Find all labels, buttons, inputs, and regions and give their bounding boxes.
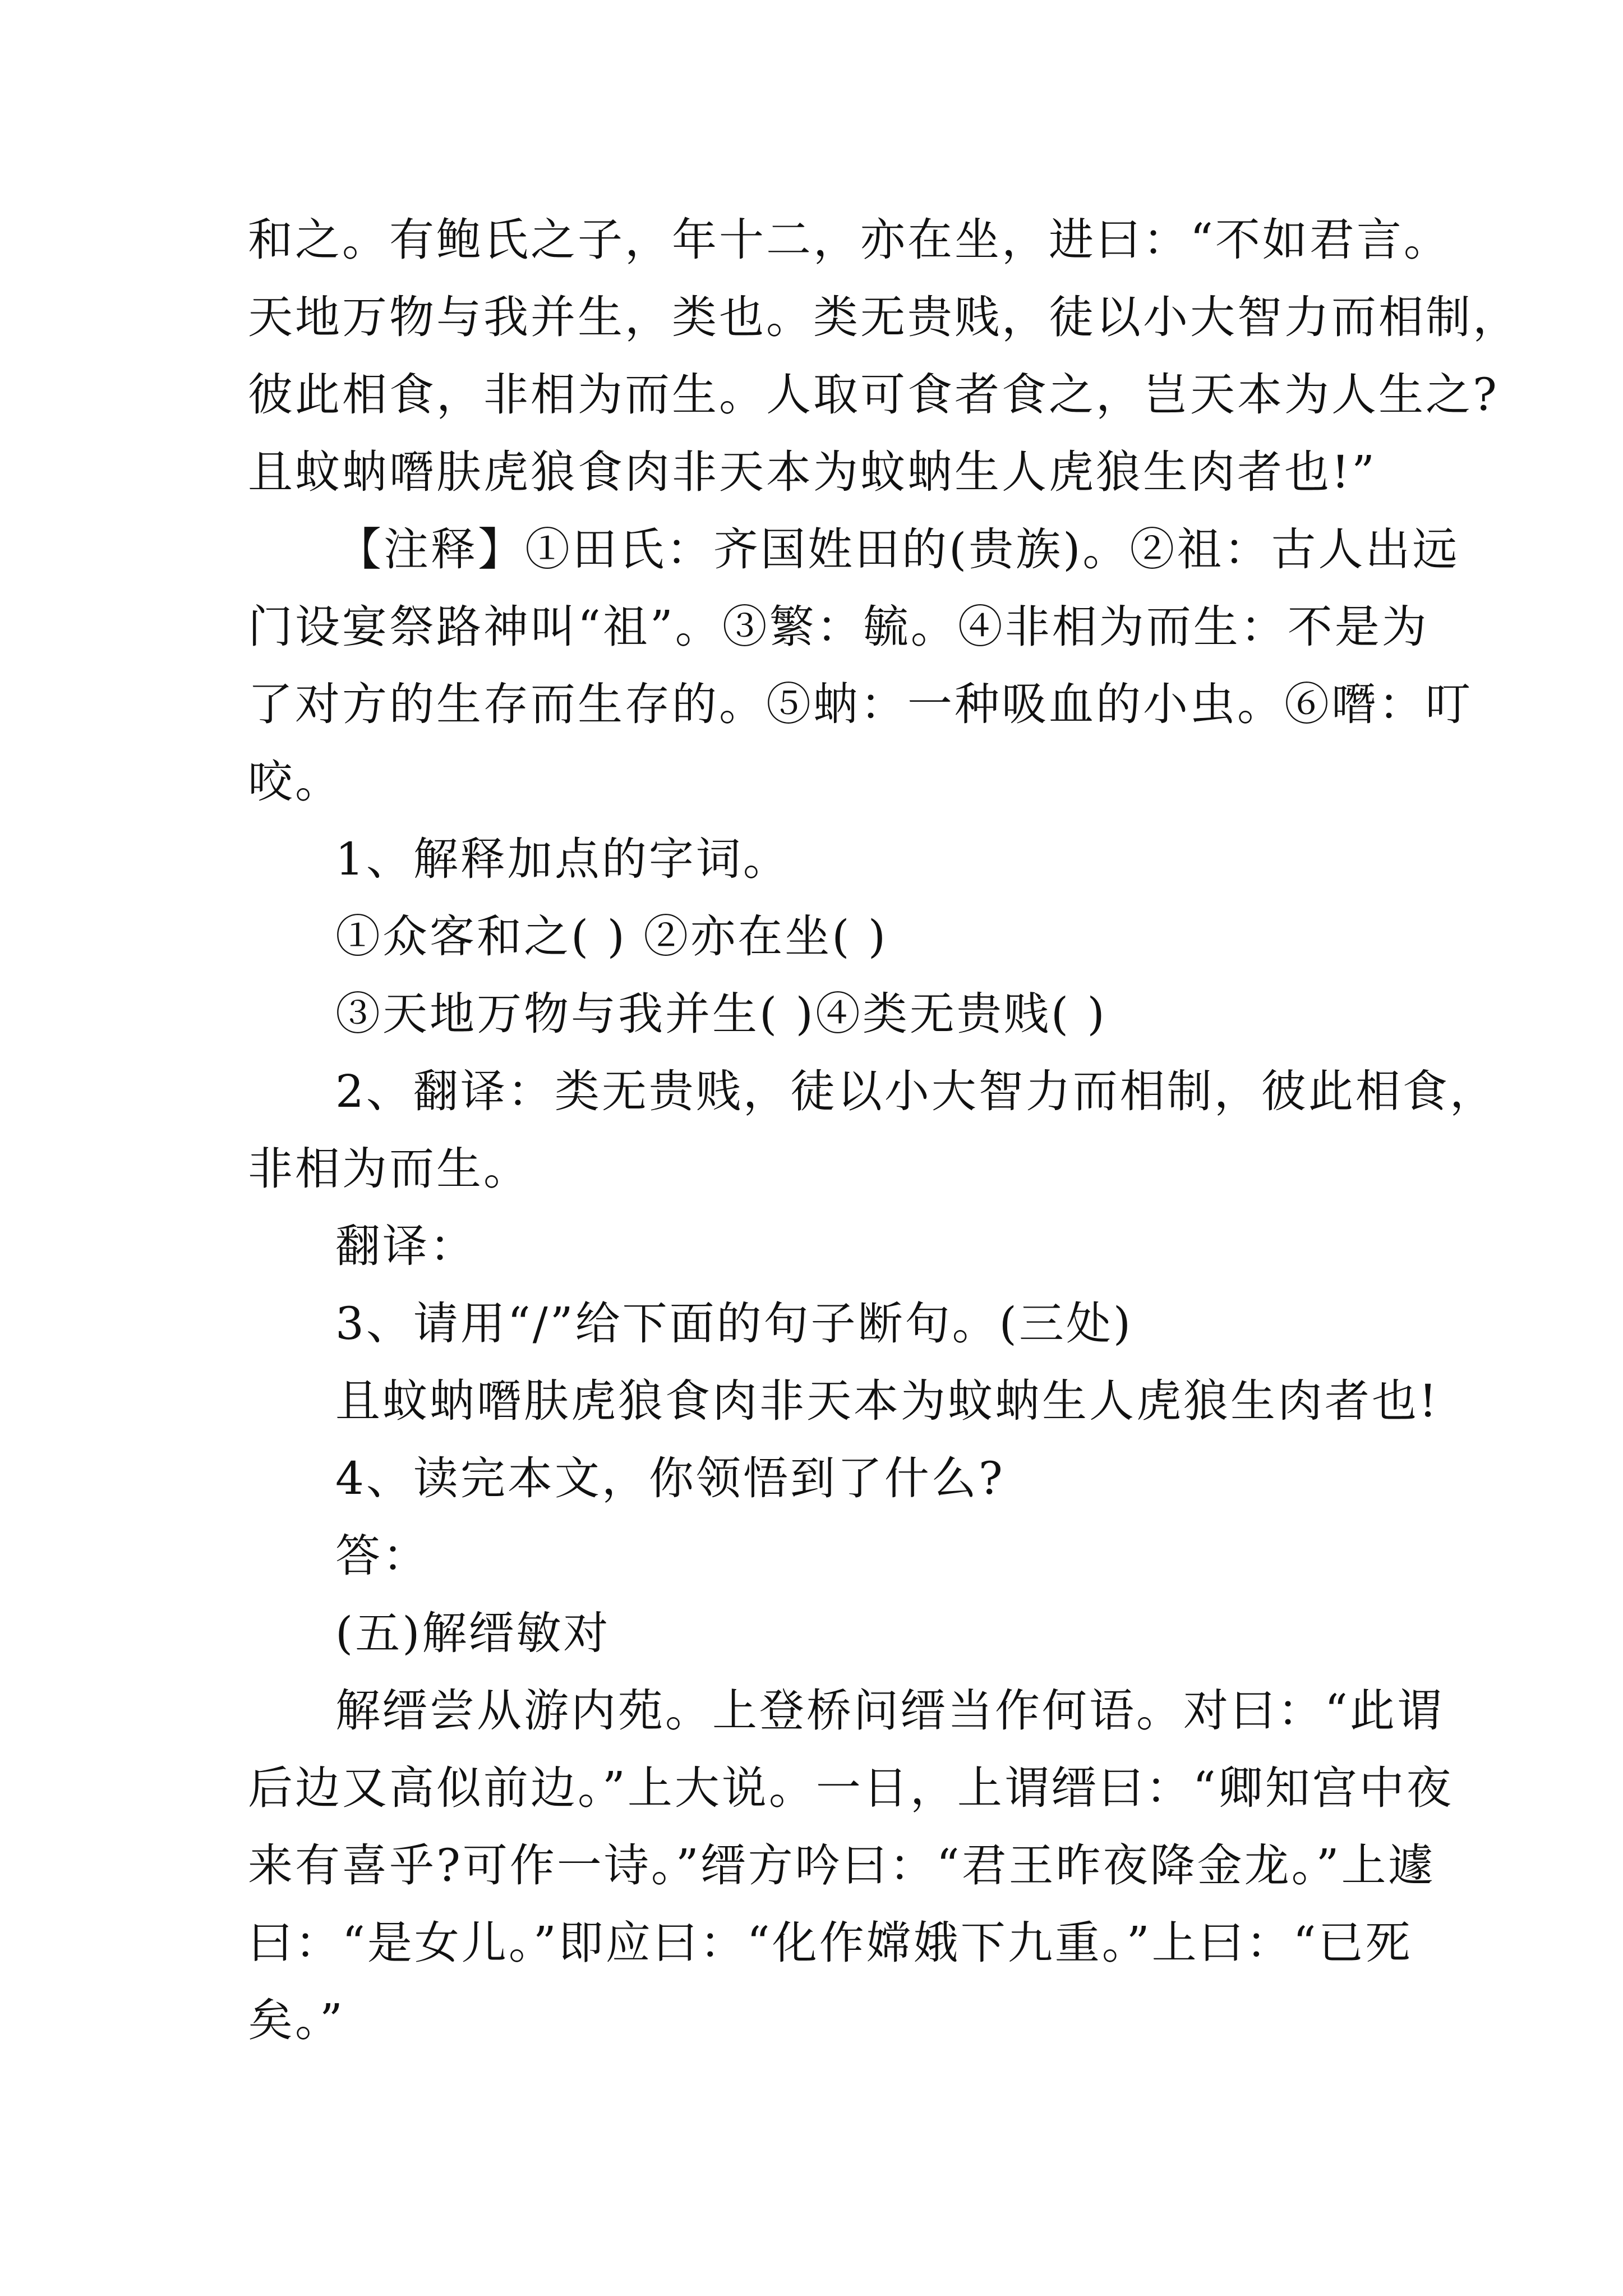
question-4: 4、读完本文，你领悟到了什么? — [335, 1452, 1005, 1504]
passage-line-1: 和之。有鲍氏之子，年十二，亦在坐，进曰：“不如君言。 — [248, 214, 1451, 266]
question-3-sentence: 且蚊蚋噆肤虎狼食肉非天本为蚊蚋生人虎狼生肉者也! — [335, 1375, 1440, 1427]
question-3: 3、请用“/”给下面的句子断句。(三处) — [335, 1297, 1133, 1350]
question-1: 1、解释加点的字词。 — [335, 833, 790, 885]
question-1-items-b: ③天地万物与我并生( )④类无贵贱( ) — [335, 988, 1107, 1040]
notes-line-1: 【注释】①田氏：齐国姓田的(贵族)。②祖：古人出远 — [336, 523, 1460, 576]
question-2-line-2: 非相为而生。 — [248, 1143, 531, 1195]
question-2-line-1: 2、翻译：类无贵贱，徒以小大智力而相制，彼此相食， — [335, 1065, 1497, 1117]
notes-line-2: 门设宴祭路神叫“祖”。③繁：毓。④非相为而生：不是为 — [248, 601, 1429, 653]
section-5-heading: (五)解缙敏对 — [335, 1607, 611, 1659]
passage-line-3: 彼此相食，非相为而生。人取可食者食之，岂天本为人生之? — [248, 369, 1499, 421]
question-4-answer-label: 答： — [335, 1530, 430, 1582]
passage-line-4: 且蚊蚋噆肤虎狼食肉非天本为蚊蚋生人虎狼生肉者也!” — [248, 446, 1377, 498]
section-5-line-1: 解缙尝从游内苑。上登桥问缙当作何语。对曰：“此谓 — [335, 1685, 1444, 1737]
passage-line-2: 天地万物与我并生，类也。类无贵贱，徒以小大智力而相制， — [248, 291, 1520, 343]
section-5-line-3: 来有喜乎?可作一诗。”缙方吟曰：“君王昨夜降金龙。”上遽 — [248, 1839, 1436, 1892]
notes-line-4: 咬。 — [248, 756, 342, 808]
section-5-line-5: 矣。” — [248, 1994, 345, 2046]
section-5-line-4: 曰：“是女儿。”即应曰：“化作嫦娥下九重。”上曰：“已死 — [248, 1917, 1413, 1969]
notes-line-3: 了对方的生存而生存的。⑤蚋：一种吸血的小虫。⑥噆：叮 — [248, 678, 1473, 730]
question-2-answer-label: 翻译： — [335, 1220, 477, 1272]
section-5-line-2: 后边又高似前边。”上大说。一日，上谓缙曰：“卿知宫中夜 — [248, 1762, 1454, 1814]
question-1-items-a: ①众客和之( ) ②亦在坐( ) — [335, 910, 888, 963]
